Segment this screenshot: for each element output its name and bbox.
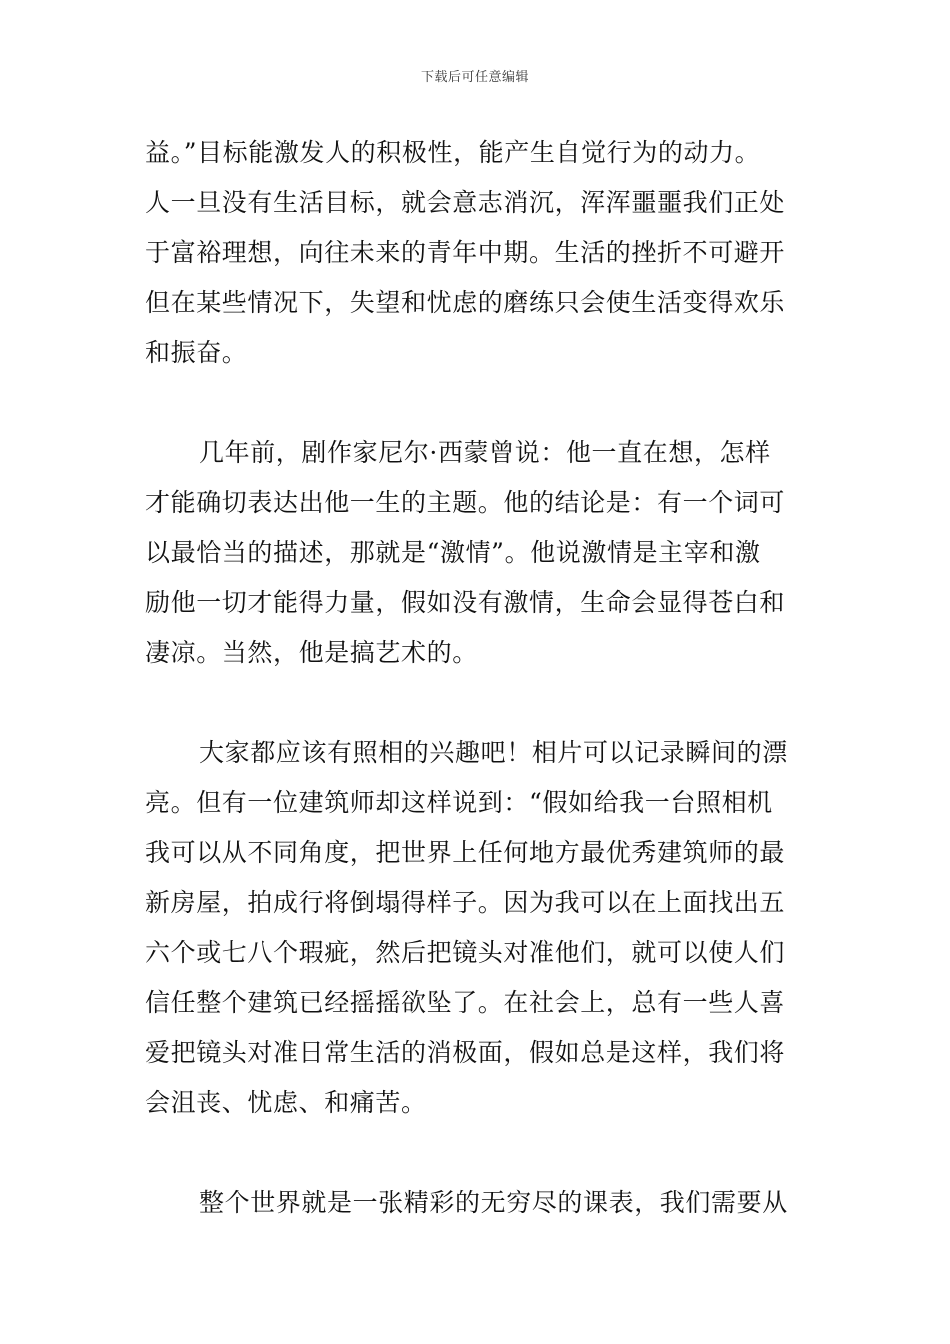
- paragraph: [145, 128, 813, 378]
- text-line: 大家都应该有照相的兴趣吧！相片可以记录瞬间的漂: [199, 738, 788, 767]
- paragraph: [145, 428, 813, 678]
- text-line: 益。”目标能激发人的积极性，能产生自觉行为的动力。: [145, 138, 761, 167]
- text-line: 凄凉。当然，他是搞艺术的。: [145, 638, 478, 667]
- text-line: 新房屋，拍成行将倒塌得样子。因为我可以在上面找出五: [145, 888, 786, 917]
- document-body: [145, 128, 813, 1228]
- text-line: 人一旦没有生活目标，就会意志消沉，浑浑噩噩我们正处: [145, 188, 786, 217]
- paragraph: [145, 1178, 813, 1228]
- text-line: 励他一切才能得力量，假如没有激情，生命会显得苍白和: [145, 588, 786, 617]
- page-header: 下载后可任意编辑: [420, 70, 529, 85]
- text-line: 我可以从不同角度，把世界上任何地方最优秀建筑师的最: [145, 838, 786, 867]
- text-line: 以最恰当的描述，那就是“激情”。他说激情是主宰和激: [145, 538, 761, 567]
- text-line: 整个世界就是一张精彩的无穷尽的课表，我们需要从: [199, 1188, 788, 1217]
- text-line: 六个或七八个瑕疵，然后把镜头对准他们，就可以使人们: [145, 938, 786, 967]
- text-line: 亮。但有一位建筑师却这样说到：“假如给我一台照相机: [145, 788, 773, 817]
- paragraph-spacer: [145, 678, 813, 728]
- paragraph: [145, 728, 813, 1128]
- text-line: 和振奋。: [145, 338, 248, 367]
- text-line: 于富裕理想，向往未来的青年中期。生活的挫折不可避开: [145, 238, 786, 267]
- text-line: 但在某些情况下，失望和忧虑的磨练只会使生活变得欢乐: [145, 288, 786, 317]
- text-line: 爱把镜头对准日常生活的消极面，假如总是这样，我们将: [145, 1038, 786, 1067]
- text-line: 会沮丧、忧虑、和痛苦。: [145, 1088, 427, 1117]
- text-line: 才能确切表达出他一生的主题。他的结论是：有一个词可: [145, 488, 786, 517]
- text-line: 信任整个建筑已经摇摇欲坠了。在社会上，总有一些人喜: [145, 988, 786, 1017]
- paragraph-spacer: [145, 378, 813, 428]
- text-line: 几年前，剧作家尼尔·西蒙曾说：他一直在想，怎样: [199, 438, 771, 467]
- paragraph-spacer: [145, 1128, 813, 1178]
